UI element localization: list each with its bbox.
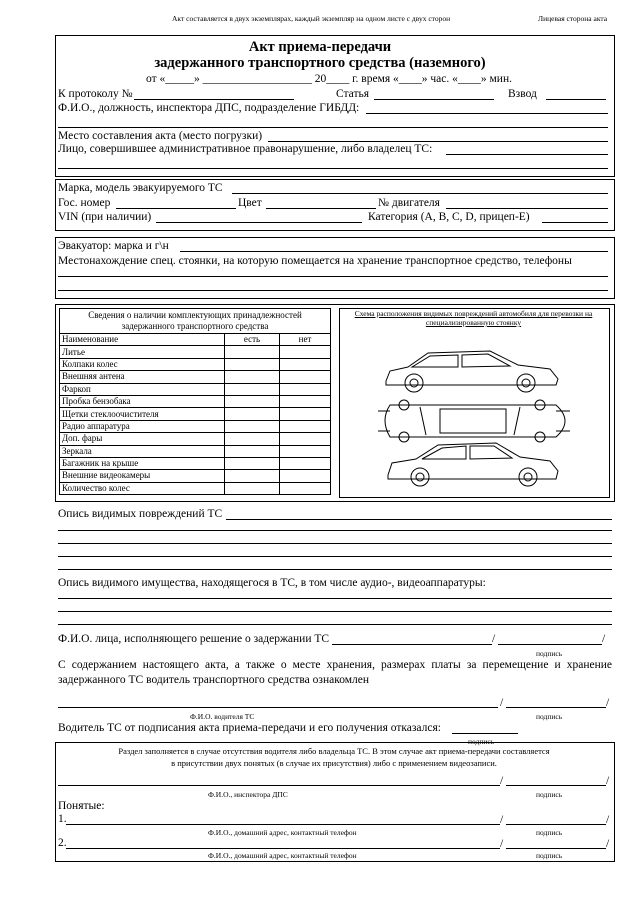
- person-field-2[interactable]: [58, 168, 608, 169]
- table-row: [60, 408, 331, 420]
- inspector-label: Ф.И.О., должность, инспектора ДПС, подразделение ГИБДД:: [58, 102, 360, 114]
- item-label: Фаркоп: [60, 383, 225, 395]
- place-label: Место составления акта (место погрузки): [58, 130, 263, 142]
- no-cell[interactable]: [280, 383, 331, 395]
- plate-field[interactable]: [116, 208, 236, 209]
- damage-line-4[interactable]: [58, 569, 612, 570]
- acquainted-text: С содержанием настоящего акта, а также о месте хранения, размерах платы за перемещение и хранение задержанного ТС водитель транспортного средства ознакомлен: [58, 659, 612, 686]
- slash: /: [500, 697, 504, 709]
- protocol-label: К протоколу №: [58, 88, 133, 100]
- table-row: [60, 358, 331, 370]
- scheme-title: Схема расположения видимых повреждений автомобиля для перевозки на специализированную стоянку: [354, 309, 593, 327]
- no-cell[interactable]: [280, 482, 331, 494]
- witness-1-caption: Ф.И.О., домашний адрес, контактный телефон: [208, 828, 357, 837]
- refused-sign-field[interactable]: [452, 733, 518, 734]
- col-yes: есть: [225, 334, 280, 346]
- equipment-table: [59, 308, 331, 495]
- damage-line-3[interactable]: [58, 556, 612, 557]
- item-label: Внешняя антена: [60, 371, 225, 383]
- no-cell[interactable]: [280, 457, 331, 469]
- property-label: Опись видимого имущества, находящегося в ТС, в том числе аудио-, видеоаппаратуры:: [58, 577, 486, 589]
- item-label: Зеркала: [60, 445, 225, 457]
- damage-label: Опись видимых повреждений ТС: [58, 508, 223, 520]
- signature-caption: подпись: [536, 851, 563, 860]
- item-label: Доп. фары: [60, 433, 225, 445]
- engine-field[interactable]: [446, 208, 608, 209]
- slash: /: [500, 838, 504, 850]
- header-side: Лицевая сторона акта: [538, 14, 608, 23]
- no-cell[interactable]: [280, 445, 331, 457]
- witness-2-caption: Ф.И.О., домашний адрес, контактный телефон: [208, 851, 357, 860]
- parking-field-1[interactable]: [58, 276, 608, 277]
- table-row: [60, 433, 331, 445]
- no-cell[interactable]: [280, 346, 331, 358]
- yes-cell[interactable]: [225, 346, 280, 358]
- yes-cell[interactable]: [225, 408, 280, 420]
- item-label: Внешние видеокамеры: [60, 470, 225, 482]
- make-field[interactable]: [232, 193, 608, 194]
- yes-cell[interactable]: [225, 358, 280, 370]
- date-line: от «_____» ___________________ 20____ г. время «____» час. «____» мин.: [146, 73, 512, 85]
- doc-subtitle: задержанного транспортного средства (наземного): [154, 55, 486, 71]
- col-no: нет: [280, 334, 331, 346]
- witness-1-sign-field[interactable]: [506, 824, 606, 825]
- driver-fio-caption: Ф.И.О. водителя ТС: [190, 712, 255, 721]
- signature-caption: подпись: [536, 712, 563, 721]
- evacuator-label: Эвакуатор: марка и г\н: [58, 240, 169, 252]
- no-cell[interactable]: [280, 395, 331, 407]
- inspector-fio-field[interactable]: [58, 785, 500, 786]
- witness-1-field[interactable]: [66, 824, 500, 825]
- table-row: [60, 457, 331, 469]
- yes-cell[interactable]: [225, 482, 280, 494]
- damage-field[interactable]: [226, 519, 612, 520]
- item-label: Щетки стеклоочистителя: [60, 408, 225, 420]
- yes-cell[interactable]: [225, 395, 280, 407]
- color-label: Цвет: [238, 197, 262, 209]
- table-row: [60, 470, 331, 482]
- slash: /: [606, 838, 610, 850]
- inspector-sign-field[interactable]: [506, 785, 606, 786]
- decision-sign-field[interactable]: [498, 644, 602, 645]
- inspector-fio-caption: Ф.И.О., инспектора ДПС: [208, 790, 288, 799]
- vin-label: VIN (при наличии): [58, 211, 152, 223]
- yes-cell[interactable]: [225, 420, 280, 432]
- slash: /: [602, 633, 606, 645]
- slash: /: [492, 633, 496, 645]
- col-name: Наименование: [60, 334, 225, 346]
- car-side-view-right: [388, 443, 558, 486]
- yes-cell[interactable]: [225, 470, 280, 482]
- yes-cell[interactable]: [225, 371, 280, 383]
- category-field[interactable]: [542, 222, 608, 223]
- parking-label: Местонахождение спец. стоянки, на которую помещается на хранение транспортное средство, телефоны: [58, 255, 572, 267]
- protocol-field[interactable]: [134, 99, 294, 100]
- yes-cell[interactable]: [225, 383, 280, 395]
- engine-label: № двигателя: [378, 197, 440, 209]
- vin-field[interactable]: [156, 222, 362, 223]
- no-cell[interactable]: [280, 358, 331, 370]
- witnesses-label: Понятые:: [58, 800, 105, 812]
- refused-label: Водитель ТС от подписания акта приема-передачи и его получения отказался:: [58, 722, 441, 734]
- table-row: [60, 482, 331, 494]
- color-field[interactable]: [266, 208, 376, 209]
- item-label: Пробка бензобака: [60, 395, 225, 407]
- item-label: Колпаки колес: [60, 358, 225, 370]
- witness-2-field[interactable]: [66, 848, 500, 849]
- slash: /: [606, 814, 610, 826]
- property-line-2[interactable]: [58, 611, 612, 612]
- platoon-field[interactable]: [546, 99, 606, 100]
- driver-sign-field[interactable]: [506, 707, 606, 708]
- decision-fio-field[interactable]: [332, 644, 492, 645]
- table-row: [60, 395, 331, 407]
- car-top-view: [378, 400, 570, 442]
- damage-line-2[interactable]: [58, 543, 612, 544]
- witness-note-1: Раздел заполняется в случае отсутствия водителя либо владельца ТС. В этом случае акт приема-передачи составляется: [118, 746, 550, 756]
- signature-caption: подпись: [536, 828, 563, 837]
- witness-1-number: 1.: [58, 813, 67, 825]
- slash: /: [500, 775, 504, 787]
- category-label: Категория (A, B, C, D, прицеп-E): [368, 211, 530, 223]
- item-label: Радио аппаратура: [60, 420, 225, 432]
- witness-note-2: в присутствии двух понятых (в случае их присутствия) либо с применением видеозаписи.: [171, 758, 497, 768]
- item-label: Количество колес: [60, 482, 225, 494]
- person-label: Лицо, совершившее административное правонарушение, либо владелец ТС:: [58, 143, 433, 155]
- inspector-field-2[interactable]: [58, 127, 608, 128]
- inspector-field[interactable]: [366, 113, 608, 114]
- yes-cell[interactable]: [225, 457, 280, 469]
- person-field[interactable]: [446, 154, 608, 155]
- table-row: [60, 346, 331, 358]
- no-cell[interactable]: [280, 408, 331, 420]
- table-row: [60, 383, 331, 395]
- signature-caption: подпись: [468, 737, 495, 746]
- no-cell[interactable]: [280, 371, 331, 383]
- article-field[interactable]: [374, 99, 494, 100]
- no-cell[interactable]: [280, 420, 331, 432]
- signature-caption: подпись: [536, 790, 563, 799]
- car-side-view-left: [386, 351, 558, 392]
- header-note: Акт составляется в двух экземплярах, каждый экземпляр на одном листе с двух сторон: [172, 14, 451, 23]
- table-row: [60, 445, 331, 457]
- make-label: Марка, модель эвакуируемого ТС: [58, 182, 223, 194]
- table-title: Сведения о наличии комплектующих принадлежностей задержанного транспортного средства: [60, 309, 331, 334]
- place-field[interactable]: [268, 141, 608, 142]
- evacuator-field[interactable]: [180, 251, 608, 252]
- decision-label: Ф.И.О. лица, исполняющего решение о задержании ТС: [58, 633, 330, 645]
- item-label: Литье: [60, 346, 225, 358]
- article-label: Статья: [336, 88, 370, 100]
- slash: /: [606, 775, 610, 787]
- doc-title: Акт приема-передачи: [248, 39, 392, 55]
- signature-caption: подпись: [536, 649, 563, 658]
- slash: /: [500, 814, 504, 826]
- witness-2-sign-field[interactable]: [506, 848, 606, 849]
- damage-line-1[interactable]: [58, 530, 612, 531]
- table-row: [60, 420, 331, 432]
- no-cell[interactable]: [280, 470, 331, 482]
- property-line-3[interactable]: [58, 624, 612, 625]
- platoon-label: Взвод: [508, 88, 537, 100]
- witness-2-number: 2.: [58, 837, 67, 849]
- yes-cell[interactable]: [225, 445, 280, 457]
- no-cell[interactable]: [280, 433, 331, 445]
- item-label: Багажник на крыше: [60, 457, 225, 469]
- driver-fio-field[interactable]: [58, 707, 498, 708]
- slash: /: [606, 697, 610, 709]
- yes-cell[interactable]: [225, 433, 280, 445]
- parking-field-2[interactable]: [58, 290, 608, 291]
- table-row: [60, 371, 331, 383]
- property-line-1[interactable]: [58, 598, 612, 599]
- car-diagram: [360, 345, 590, 490]
- plate-label: Гос. номер: [58, 197, 111, 209]
